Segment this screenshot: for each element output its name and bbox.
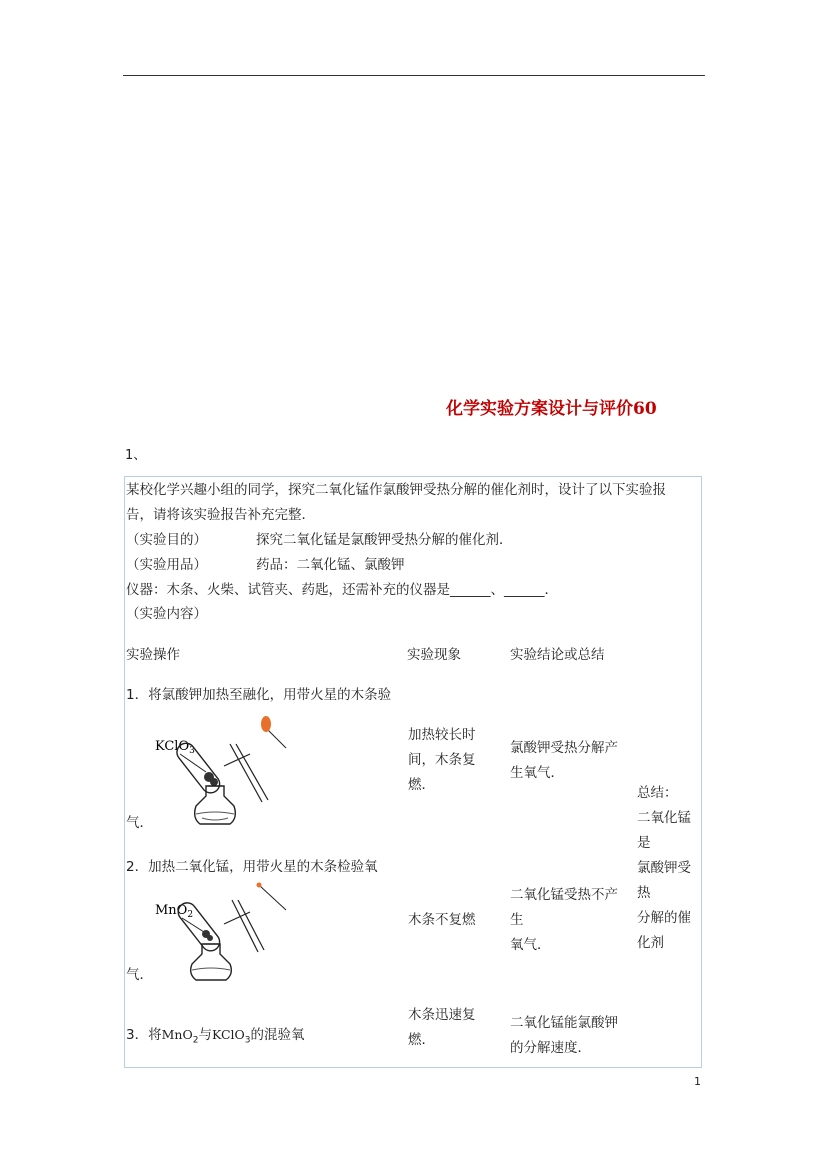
header-phenomenon: 实验现象	[407, 647, 461, 663]
row3-op-suffix: 的混验氧	[250, 1027, 305, 1043]
supplies-text: 药品：二氧化锰、氯酸钾	[256, 557, 405, 573]
content-label: （实验内容）	[126, 606, 207, 622]
row2-figure-label: MnO$_2$	[155, 903, 194, 920]
supplies-label: （实验用品）	[126, 557, 207, 573]
page-title: 化学实验方案设计与评价60	[446, 399, 657, 419]
row1-clamp	[230, 744, 262, 802]
summary-line-1: 总结：	[637, 785, 678, 801]
row1-figure-label: KClO$_3$	[155, 739, 195, 756]
page-number: 1	[694, 1075, 701, 1088]
question-number: 1、	[125, 448, 147, 463]
purpose-text: 探究二氧化锰是氯酸钾受热分解的催化剂．	[256, 532, 513, 548]
row3-conclusion-2: 的分解速度．	[510, 1040, 591, 1056]
row2-conclusion-1: 二氧化锰受热不产	[510, 887, 618, 903]
summary-line-7: 化剂	[637, 935, 664, 951]
row1-operation-tail: 气．	[126, 815, 153, 831]
row3-conclusion-1: 二氧化锰能氯酸钾	[510, 1015, 618, 1031]
summary-line-5: 热	[637, 885, 651, 901]
row1-phenomenon-1: 加热较长时	[408, 727, 476, 743]
summary-line-6: 分解的催	[637, 910, 691, 926]
row1-phenomenon-2: 间，木条复	[408, 752, 476, 768]
intro-line-2: 告，请将该实验报告补充完整．	[126, 507, 315, 523]
row3-op-mno: MnO	[161, 1027, 193, 1042]
row3-op-mno-sub: 2	[192, 1035, 199, 1046]
flame-icon	[261, 716, 271, 732]
row2-clamp	[232, 900, 258, 952]
row3-op-kclo: KClO	[211, 1027, 245, 1042]
header-operation: 实验操作	[126, 647, 180, 663]
row2-operation-tail: 气．	[126, 967, 153, 983]
row3-op-prefix: 3．将	[126, 1027, 162, 1043]
row2-conclusion-3: 氧气．	[510, 937, 551, 953]
row2-apparatus-figure	[150, 880, 290, 988]
row2-conclusion-2: 生	[510, 912, 524, 928]
row1-conclusion-1: 氯酸钾受热分解产	[510, 740, 618, 756]
row2-operation: 2．加热二氧化锰，用带火星的木条检验氧	[126, 859, 378, 875]
ember-icon	[257, 883, 262, 888]
purpose-label: （实验目的）	[126, 532, 207, 548]
row2-phenomenon-1: 木条不复燃	[408, 912, 476, 928]
instruments-text: 仪器：木条、火柴、试管夹、药匙，还需补充的仪器是______、______．	[126, 582, 558, 598]
header-rule	[123, 75, 705, 76]
row2-splint	[260, 886, 286, 910]
row1-apparatus-figure	[150, 714, 290, 834]
row1-phenomenon-3: 燃．	[408, 777, 435, 793]
row3-op-kclo-sub: 3	[244, 1035, 251, 1046]
header-conclusion: 实验结论或总结	[510, 647, 605, 663]
summary-line-2: 二氧化锰	[637, 810, 691, 826]
row3-phenomenon-1: 木条迅速复	[408, 1007, 476, 1023]
row3-operation	[126, 1026, 304, 1050]
intro-line-1: 某校化学兴趣小组的同学，探究二氧化锰作氯酸钾受热分解的催化剂时，设计了以下实验报	[126, 482, 666, 498]
summary-line-3: 是	[637, 835, 651, 851]
summary-line-4: 氯酸钾受	[637, 860, 691, 876]
row1-conclusion-2: 生氧气．	[510, 765, 564, 781]
row1-operation: 1．将氯酸钾加热至融化，用带火星的木条验	[126, 687, 392, 703]
row2-alcohol-lamp	[191, 944, 232, 980]
row3-op-mid: 与	[198, 1027, 212, 1043]
row3-phenomenon-2: 燃．	[408, 1032, 435, 1048]
